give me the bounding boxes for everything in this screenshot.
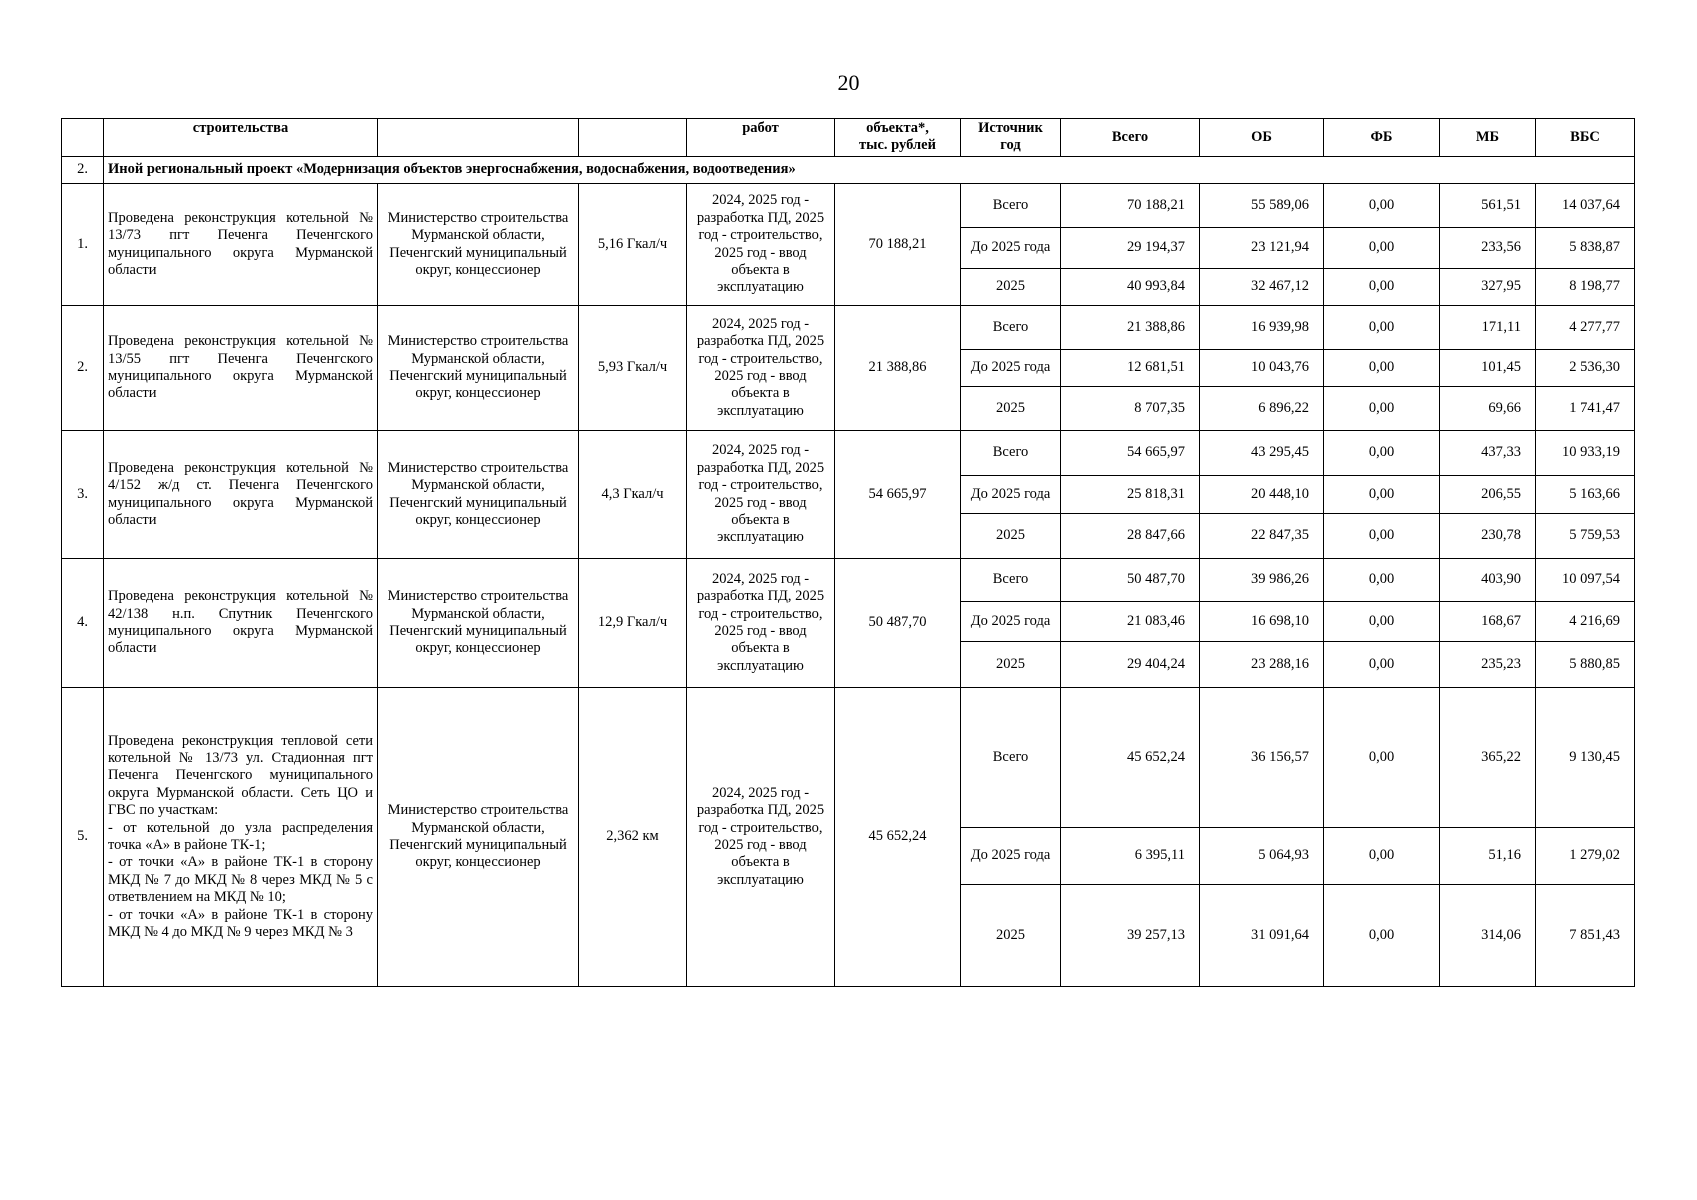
- projects-table: [61, 118, 1635, 987]
- period: До 2025 года: [961, 228, 1061, 269]
- capacity: 2,362 км: [579, 688, 687, 987]
- header-vbs: ВБС: [1536, 119, 1635, 157]
- amount-ob: 23 121,94: [1200, 228, 1324, 269]
- capacity: 12,9 Гкал/ч: [579, 559, 687, 688]
- header-construction: строительства: [104, 119, 378, 157]
- period: 2025: [961, 387, 1061, 431]
- amount-mb: 233,56: [1440, 228, 1536, 269]
- amount-mb: 171,11: [1440, 306, 1536, 350]
- amount-mb: 327,95: [1440, 269, 1536, 306]
- amount-mb: 206,55: [1440, 476, 1536, 514]
- executor: Министерство строительства Мурманской области, Печенгский муниципальный округ, концессионер: [378, 306, 579, 431]
- header-object-cost-label: объекта*,: [866, 120, 929, 136]
- amount-mb: 437,33: [1440, 431, 1536, 476]
- amount-vbs: 4 277,77: [1536, 306, 1635, 350]
- amount-vbs: 4 216,69: [1536, 602, 1635, 642]
- amount-ob: 20 448,10: [1200, 476, 1324, 514]
- amount-mb: 314,06: [1440, 885, 1536, 987]
- header-works: работ: [687, 119, 835, 157]
- amount-ob: 43 295,45: [1200, 431, 1324, 476]
- object-name: Проведена реконструкция котельной № 13/73 пгт Печенга Печенгского муниципального округа Мурманской области: [104, 184, 378, 306]
- object-cost: 21 388,86: [835, 306, 961, 431]
- row-number: 5.: [62, 688, 104, 987]
- amount-ob: 10 043,76: [1200, 350, 1324, 387]
- amount-total: 25 818,31: [1061, 476, 1200, 514]
- executor: Министерство строительства Мурманской области, Печенгский муниципальный округ, концессионер: [378, 431, 579, 559]
- amount-mb: 51,16: [1440, 828, 1536, 885]
- amount-total: 21 388,86: [1061, 306, 1200, 350]
- amount-fb: 0,00: [1324, 350, 1440, 387]
- works-schedule: 2024, 2025 год - разработка ПД, 2025 год - строительство, 2025 год - ввод объекта в эксплуатацию: [687, 184, 835, 306]
- object-cost: 50 487,70: [835, 559, 961, 688]
- object-name: Проведена реконструкция котельной № 42/138 н.п. Спутник Печенгского муниципального округа Мурманской области: [104, 559, 378, 688]
- amount-vbs: 8 198,77: [1536, 269, 1635, 306]
- executor: Министерство строительства Мурманской области, Печенгский муниципальный округ, концессионер: [378, 559, 579, 688]
- amount-vbs: 5 759,53: [1536, 514, 1635, 559]
- amount-fb: 0,00: [1324, 642, 1440, 688]
- header-mb: МБ: [1440, 119, 1536, 157]
- amount-total: 54 665,97: [1061, 431, 1200, 476]
- works-schedule: 2024, 2025 год - разработка ПД, 2025 год - строительство, 2025 год - ввод объекта в эксплуатацию: [687, 306, 835, 431]
- executor: Министерство строительства Мурманской области, Печенгский муниципальный округ, концессионер: [378, 688, 579, 987]
- period: 2025: [961, 885, 1061, 987]
- amount-total: 45 652,24: [1061, 688, 1200, 828]
- amount-ob: 36 156,57: [1200, 688, 1324, 828]
- capacity: 4,3 Гкал/ч: [579, 431, 687, 559]
- table-row: [62, 559, 1635, 602]
- section-row: [62, 157, 1635, 184]
- amount-mb: 365,22: [1440, 688, 1536, 828]
- capacity: 5,16 Гкал/ч: [579, 184, 687, 306]
- header-cell-executor: [378, 119, 579, 157]
- amount-mb: 403,90: [1440, 559, 1536, 602]
- amount-ob: 22 847,35: [1200, 514, 1324, 559]
- amount-vbs: 14 037,64: [1536, 184, 1635, 228]
- amount-fb: 0,00: [1324, 387, 1440, 431]
- amount-vbs: 9 130,45: [1536, 688, 1635, 828]
- object-name: Проведена реконструкция котельной № 13/55 пгт Печенга Печенгского муниципального округа Мурманской области: [104, 306, 378, 431]
- amount-ob: 32 467,12: [1200, 269, 1324, 306]
- object-cost: 45 652,24: [835, 688, 961, 987]
- amount-mb: 561,51: [1440, 184, 1536, 228]
- amount-fb: 0,00: [1324, 228, 1440, 269]
- row-number: 1.: [62, 184, 104, 306]
- amount-total: 29 404,24: [1061, 642, 1200, 688]
- amount-vbs: 1 741,47: [1536, 387, 1635, 431]
- object-cost: 70 188,21: [835, 184, 961, 306]
- amount-fb: 0,00: [1324, 559, 1440, 602]
- amount-ob: 16 698,10: [1200, 602, 1324, 642]
- amount-fb: 0,00: [1324, 269, 1440, 306]
- works-schedule: 2024, 2025 год - разработка ПД, 2025 год - строительство, 2025 год - ввод объекта в эксплуатацию: [687, 559, 835, 688]
- period: Всего: [961, 184, 1061, 228]
- amount-mb: 168,67: [1440, 602, 1536, 642]
- amount-ob: 16 939,98: [1200, 306, 1324, 350]
- period: До 2025 года: [961, 602, 1061, 642]
- amount-total: 40 993,84: [1061, 269, 1200, 306]
- header-cell-num: [62, 119, 104, 157]
- amount-fb: 0,00: [1324, 602, 1440, 642]
- period: 2025: [961, 269, 1061, 306]
- amount-vbs: 5 163,66: [1536, 476, 1635, 514]
- amount-ob: 23 288,16: [1200, 642, 1324, 688]
- amount-vbs: 10 097,54: [1536, 559, 1635, 602]
- period: До 2025 года: [961, 476, 1061, 514]
- amount-vbs: 1 279,02: [1536, 828, 1635, 885]
- object-name: Проведена реконструкция котельной № 4/152 ж/д ст. Печенга Печенгского муниципального округа Мурманской области: [104, 431, 378, 559]
- row-number: 4.: [62, 559, 104, 688]
- amount-fb: 0,00: [1324, 688, 1440, 828]
- amount-vbs: 5 880,85: [1536, 642, 1635, 688]
- executor: Министерство строительства Мурманской области, Печенгский муниципальный округ, концессионер: [378, 184, 579, 306]
- amount-total: 28 847,66: [1061, 514, 1200, 559]
- amount-ob: 31 091,64: [1200, 885, 1324, 987]
- row-number: 2.: [62, 306, 104, 431]
- row-number: 3.: [62, 431, 104, 559]
- period: Всего: [961, 559, 1061, 602]
- period: До 2025 года: [961, 350, 1061, 387]
- amount-fb: 0,00: [1324, 828, 1440, 885]
- section-number: 2.: [62, 157, 104, 184]
- amount-total: 39 257,13: [1061, 885, 1200, 987]
- section-title: Иной региональный проект «Модернизация объектов энергоснабжения, водоснабжения, водоотведения»: [104, 157, 1635, 184]
- amount-ob: 39 986,26: [1200, 559, 1324, 602]
- period: 2025: [961, 514, 1061, 559]
- capacity: 5,93 Гкал/ч: [579, 306, 687, 431]
- works-schedule: 2024, 2025 год - разработка ПД, 2025 год - строительство, 2025 год - ввод объекта в эксплуатацию: [687, 688, 835, 987]
- amount-fb: 0,00: [1324, 184, 1440, 228]
- amount-fb: 0,00: [1324, 514, 1440, 559]
- works-schedule: 2024, 2025 год - разработка ПД, 2025 год - строительство, 2025 год - ввод объекта в эксплуатацию: [687, 431, 835, 559]
- header-object-cost: [835, 119, 961, 157]
- header-source-label: Источник: [978, 120, 1043, 136]
- table-row: [62, 688, 1635, 828]
- amount-ob: 6 896,22: [1200, 387, 1324, 431]
- amount-total: 21 083,46: [1061, 602, 1200, 642]
- table-row: [62, 306, 1635, 350]
- amount-mb: 101,45: [1440, 350, 1536, 387]
- header-fb: ФБ: [1324, 119, 1440, 157]
- amount-fb: 0,00: [1324, 476, 1440, 514]
- header-year-label: год: [1000, 137, 1021, 154]
- amount-mb: 235,23: [1440, 642, 1536, 688]
- amount-total: 8 707,35: [1061, 387, 1200, 431]
- period: До 2025 года: [961, 828, 1061, 885]
- period: Всего: [961, 431, 1061, 476]
- amount-total: 29 194,37: [1061, 228, 1200, 269]
- amount-ob: 55 589,06: [1200, 184, 1324, 228]
- header-row: [62, 119, 1635, 157]
- period: Всего: [961, 306, 1061, 350]
- amount-total: 12 681,51: [1061, 350, 1200, 387]
- amount-total: 50 487,70: [1061, 559, 1200, 602]
- header-object-cost-unit: тыс. рублей: [859, 137, 936, 154]
- amount-mb: 230,78: [1440, 514, 1536, 559]
- page-number: 20: [837, 70, 860, 95]
- amount-fb: 0,00: [1324, 431, 1440, 476]
- table-row: [62, 431, 1635, 476]
- amount-ob: 5 064,93: [1200, 828, 1324, 885]
- amount-total: 70 188,21: [1061, 184, 1200, 228]
- period: Всего: [961, 688, 1061, 828]
- object-cost: 54 665,97: [835, 431, 961, 559]
- amount-fb: 0,00: [1324, 306, 1440, 350]
- amount-fb: 0,00: [1324, 885, 1440, 987]
- table-row: [62, 184, 1635, 228]
- amount-vbs: 7 851,43: [1536, 885, 1635, 987]
- header-total: Всего: [1061, 119, 1200, 157]
- amount-vbs: 5 838,87: [1536, 228, 1635, 269]
- amount-vbs: 10 933,19: [1536, 431, 1635, 476]
- amount-mb: 69,66: [1440, 387, 1536, 431]
- header-ob: ОБ: [1200, 119, 1324, 157]
- header-source-year: [961, 119, 1061, 157]
- header-cell-capacity: [579, 119, 687, 157]
- amount-total: 6 395,11: [1061, 828, 1200, 885]
- period: 2025: [961, 642, 1061, 688]
- amount-vbs: 2 536,30: [1536, 350, 1635, 387]
- object-name: Проведена реконструкция тепловой сети котельной № 13/73 ул. Стадионная пгт Печенга Печенгского муниципального округа Мурманской области. Сеть ЦО и ГВС по участкам: - от котельной до узла распределения точка «А» в районе ТК-1; - от точки «А» в районе ТК-1 в сторону МКД № 7 до МКД № 8 через МКД № 5 с ответвлением на МКД № 10; - от точки «А» в районе ТК-1 в сторону МКД № 4 до МКД № 9 через МКД № 3: [104, 688, 378, 987]
